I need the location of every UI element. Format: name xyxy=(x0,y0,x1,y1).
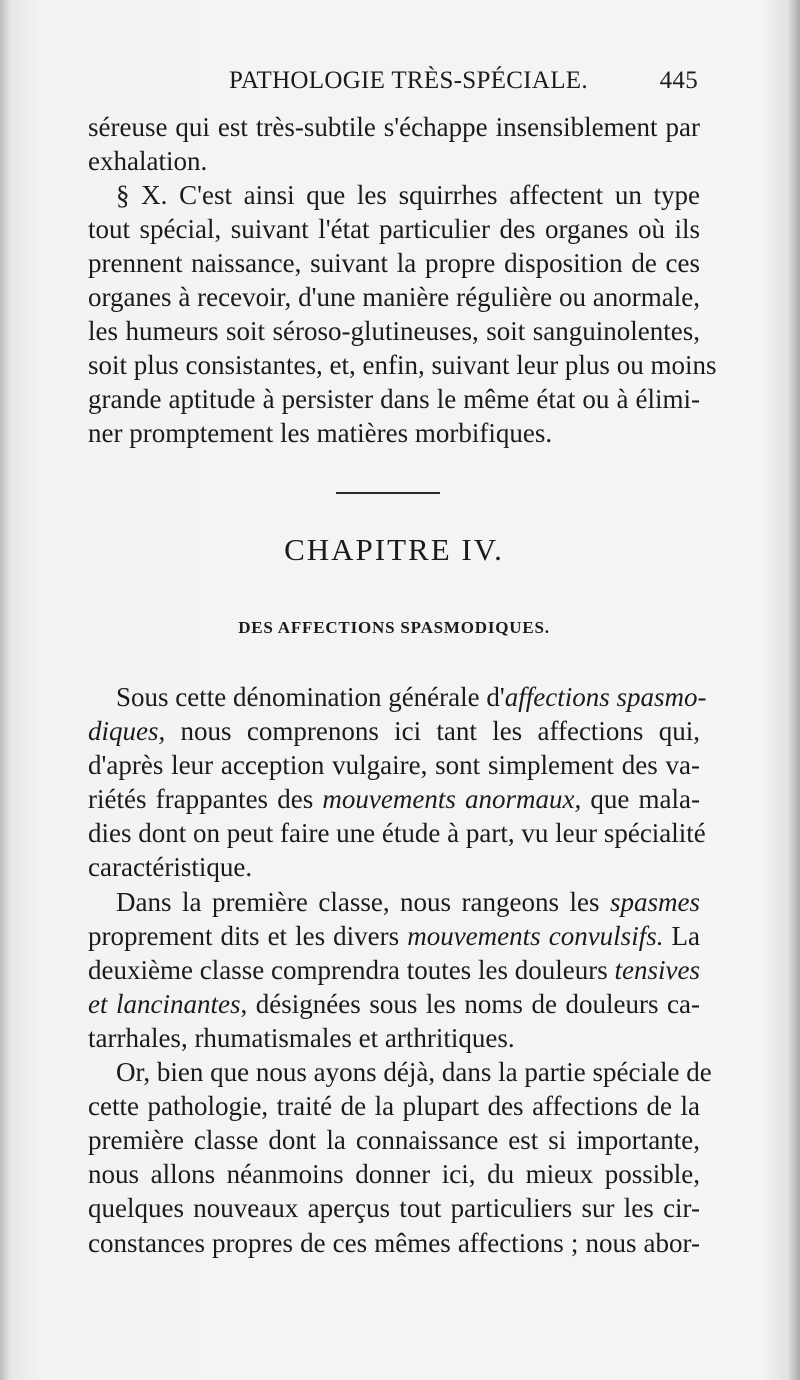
text-line: organes à recevoir, d'une manière régulière ou anormale, xyxy=(88,282,700,312)
text-line: et lancinantes, désignées sous les noms de douleurs ca- xyxy=(88,988,700,1019)
text-line: Sous cette dénomination générale d'affections spasmo- xyxy=(116,682,707,712)
text-line: constances propres de ces mêmes affections ; nous abor- xyxy=(88,1227,700,1258)
chapter-body xyxy=(88,680,712,1260)
text-line: Dans la première classe, nous rangeons les spasmes xyxy=(116,886,700,917)
text-line: Or, bien que nous ayons déjà, dans la partie spéciale de xyxy=(116,1057,712,1088)
text-line: caractéristique. xyxy=(88,852,253,883)
section-divider xyxy=(336,492,440,494)
running-title: PATHOLOGIE TRÈS-SPÉCIALE. xyxy=(229,67,588,94)
chapter-title: CHAPITRE IV. xyxy=(284,532,504,567)
page-right-edge xyxy=(786,0,800,1380)
page-number: 445 xyxy=(659,67,698,94)
text-line: d'après leur acception vulgaire, sont simplement des va- xyxy=(88,750,700,781)
text-line: première classe dont la connaissance est si importante, xyxy=(88,1125,700,1156)
text-line: séreuse qui est très-subtile s'échappe insensiblement par xyxy=(88,112,700,142)
text-line: quelques nouveaux aperçus tout particuliers sur les cir- xyxy=(88,1193,700,1224)
text-line: tarrhales, rhumatismales et arthritiques. xyxy=(88,1022,515,1053)
text-line: riétés frappantes des mouvements anormaux, que mala- xyxy=(88,784,700,815)
running-header xyxy=(88,62,698,102)
text-line: les humeurs soit séroso-glutineuses, soit sanguinolentes, xyxy=(88,316,700,346)
text-line: deuxième classe comprendra toutes les douleurs tensives xyxy=(88,954,700,985)
chapter-subtitle: DES AFFECTIONS SPASMODIQUES. xyxy=(238,618,550,637)
text-line: tout spécial, suivant l'état particulier des organes où ils xyxy=(88,214,700,244)
text-line: grande aptitude à persister dans le même état ou à élimi- xyxy=(88,384,700,414)
text-line: exhalation. xyxy=(88,146,208,176)
page-left-edge xyxy=(0,0,10,1380)
text-line: ner promptement les matières morbifiques. xyxy=(88,418,553,448)
top-paragraph xyxy=(88,110,717,450)
text-line: cette pathologie, traité de la plupart des affections de la xyxy=(88,1091,700,1122)
text-line: soit plus consistantes, et, enfin, suivant leur plus ou moins xyxy=(88,350,717,380)
text-line: proprement dits et les divers mouvements convulsifs. La xyxy=(88,920,700,951)
text-line: dies dont on peut faire une étude à part, vu leur spécialité xyxy=(88,818,706,849)
text-line: § X. C'est ainsi que les squirrhes affectent un type xyxy=(116,180,700,210)
text-line: prennent naissance, suivant la propre disposition de ces xyxy=(88,248,700,278)
text-line: nous allons néanmoins donner ici, du mieux possible, xyxy=(88,1159,700,1190)
text-line: diques, nous comprenons ici tant les affections qui, xyxy=(88,716,700,747)
